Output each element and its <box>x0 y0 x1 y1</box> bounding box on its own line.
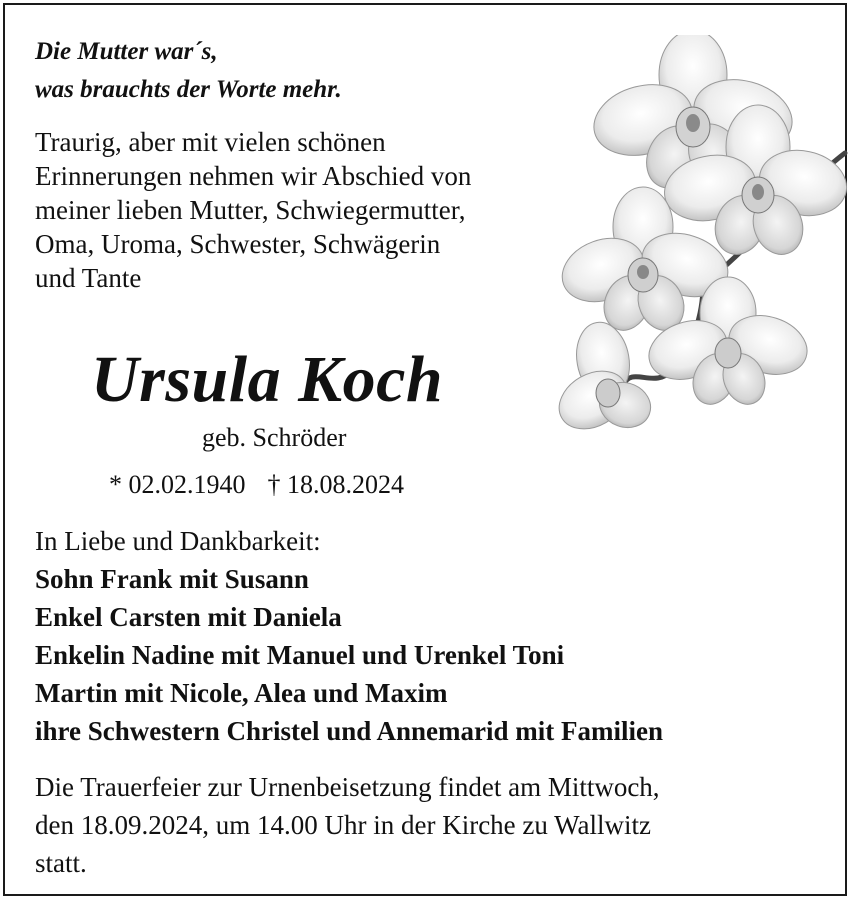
family-member: ihre Schwestern Christel und Annemarid mit Familien <box>35 716 664 746</box>
obituary-frame <box>3 3 847 896</box>
ceremony-line: Die Trauerfeier zur Urnenbeisetzung findet am Mittwoch, <box>35 772 660 802</box>
intro-line: Traurig, aber mit vielen schönen <box>35 127 386 157</box>
family-member: Sohn Frank mit Susann <box>35 564 309 594</box>
intro-line: und Tante <box>35 263 142 293</box>
deceased-name: Ursula Koch <box>91 343 444 416</box>
opening-quote <box>35 33 342 109</box>
family-member: Enkel Carsten mit Daniela <box>35 602 342 632</box>
life-dates <box>109 468 404 502</box>
quote-line-2: was brauchts der Worte mehr. <box>35 76 342 103</box>
intro-line: meiner lieben Mutter, Schwiegermutter, <box>35 195 466 225</box>
ceremony-line: den 18.09.2024, um 14.00 Uhr in der Kirche zu Wallwitz <box>35 810 651 840</box>
ceremony-line: statt. <box>35 848 87 878</box>
intro-text <box>35 125 595 295</box>
quote-line-1: Die Mutter war´s, <box>35 38 218 65</box>
birth-date: * 02.02.1940 <box>109 470 246 499</box>
maiden-name: geb. Schröder <box>202 423 347 452</box>
family-intro: In Liebe und Dankbarkeit: <box>35 526 321 556</box>
intro-line: Erinnerungen nehmen wir Abschied von <box>35 161 472 191</box>
ceremony-notice <box>35 768 825 882</box>
death-date: † 18.08.2024 <box>267 470 404 499</box>
family-member: Martin mit Nicole, Alea und Maxim <box>35 678 448 708</box>
intro-line: Oma, Uroma, Schwester, Schwägerin <box>35 229 441 259</box>
family-list <box>35 560 663 750</box>
orchid-image <box>553 35 848 455</box>
family-member: Enkelin Nadine mit Manuel und Urenkel Toni <box>35 640 565 670</box>
